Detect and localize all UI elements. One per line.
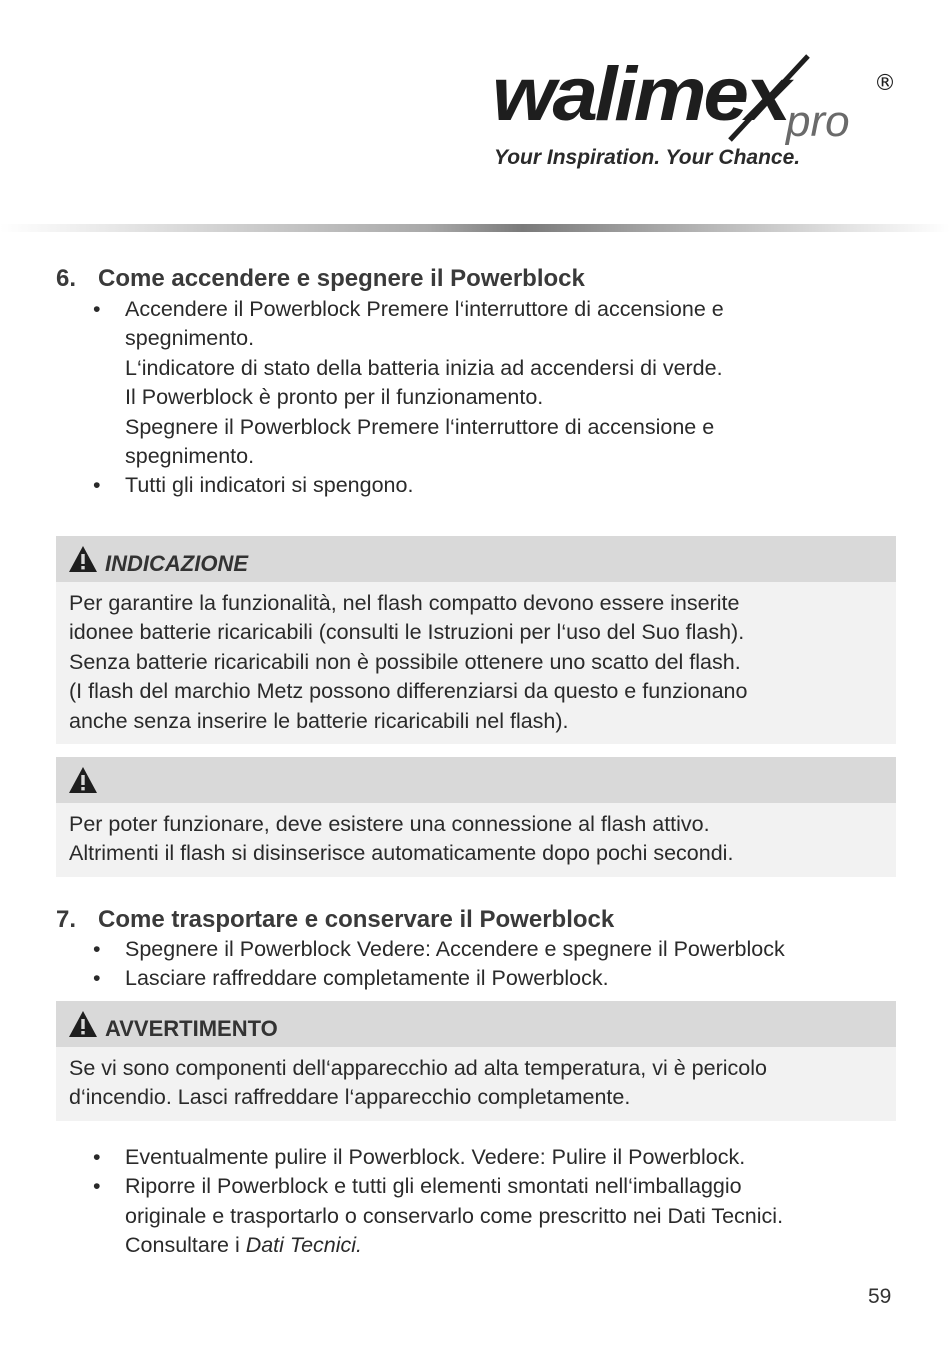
list-item: • Spegnere il Powerblock Vedere: Accendere e spegnere il Powerblock [92, 935, 785, 964]
section-7-more-bullets [92, 1143, 783, 1261]
list-item-continuation: originale e trasportarlo o conservarlo come prescritto nei Dati Tecnici. [125, 1203, 784, 1228]
list-item: • Tutti gli indicatori si spengono. [92, 471, 724, 500]
header-divider [0, 224, 950, 232]
warning-box-avvertimento [56, 1001, 896, 1121]
notice-line: Per garantire la funzionalità, nel flash compatto devono essere inserite [69, 591, 740, 615]
section-title: Come trasportare e conservare il Powerblock [98, 906, 615, 933]
notice-label: INDICAZIONE [105, 551, 248, 576]
list-item: • Lasciare raffreddare completamente il Powerblock. [92, 964, 785, 993]
warning-triangle-icon [68, 766, 98, 794]
notice-header [56, 536, 896, 582]
warning-label: AVVERTIMENTO [105, 1016, 278, 1041]
warning-header [56, 1001, 896, 1047]
warning-triangle-icon [68, 1010, 98, 1038]
section-7-bullets [92, 935, 785, 994]
warning-body [56, 1047, 896, 1121]
list-item: • Riporre il Powerblock e tutti gli elementi smontati nell‘imballaggio [92, 1172, 783, 1201]
list-item-continuation: spegnimento. [125, 326, 255, 351]
notice-line: (I flash del marchio Metz possono differenziarsi da questo e funzionano [69, 679, 748, 704]
text-prefix: Consultare i [125, 1233, 246, 1258]
logo-pro-text: pro [786, 97, 850, 146]
notice-line: anche senza inserire le batterie ricaricabili nel flash). [69, 708, 569, 733]
list-item-continuation: Il Powerblock è pronto per il funzionamento. [125, 385, 544, 410]
list-item-continuation: spegnimento. [125, 444, 255, 469]
section-7-heading [56, 906, 614, 934]
notice-line: idonee batterie ricaricabili (consulti le Istruzioni per l‘uso del Suo flash). [69, 620, 745, 645]
logo-brand-text: walimex [492, 52, 795, 137]
notice-body [56, 803, 896, 877]
warning-line: d‘incendio. Lasci raffreddare l‘apparecchio completamente. [69, 1085, 631, 1110]
notice-line: Senza batterie ricaricabili non è possibile ottenere uno scatto del flash. [69, 649, 741, 674]
section-number: 6. [56, 265, 77, 292]
tagline: Your Inspiration. Your Chance. [494, 146, 801, 169]
notice-line: Per poter funzionare, deve esistere una connessione al flash attivo. [69, 812, 710, 836]
dati-tecnici-reference: Dati Tecnici. [245, 1233, 363, 1258]
notice-line: Altrimenti il flash si disinserisce automaticamente dopo pochi secondi. [69, 841, 734, 866]
notice-body [56, 582, 896, 744]
list-item: • Accendere il Powerblock Premere l‘interruttore di accensione e [92, 295, 724, 324]
page-number: 59 [868, 1285, 892, 1308]
section-title: Come accendere e spegnere il Powerblock [98, 265, 585, 292]
notice-header [56, 757, 896, 803]
section-number: 7. [56, 906, 77, 933]
section-6-heading [56, 265, 585, 293]
list-item-continuation [92, 1231, 783, 1260]
notice-box-indicazione [56, 536, 896, 744]
section-6-bullets [92, 295, 724, 501]
list-item-continuation: Spegnere il Powerblock Premere l‘interruttore di accensione e [125, 414, 715, 439]
list-item-continuation: L‘indicatore di stato della batteria inizia ad accendersi di verde. [125, 355, 723, 380]
notice-box-caution [56, 757, 896, 877]
registered-mark: ® [874, 71, 896, 96]
warning-triangle-icon [68, 545, 98, 573]
warning-line: Se vi sono componenti dell‘apparecchio ad alta temperatura, vi è pericolo [69, 1056, 767, 1080]
list-item: • Eventualmente pulire il Powerblock. Vedere: Pulire il Powerblock. [92, 1143, 783, 1172]
walimex-logo-mark [490, 48, 900, 148]
